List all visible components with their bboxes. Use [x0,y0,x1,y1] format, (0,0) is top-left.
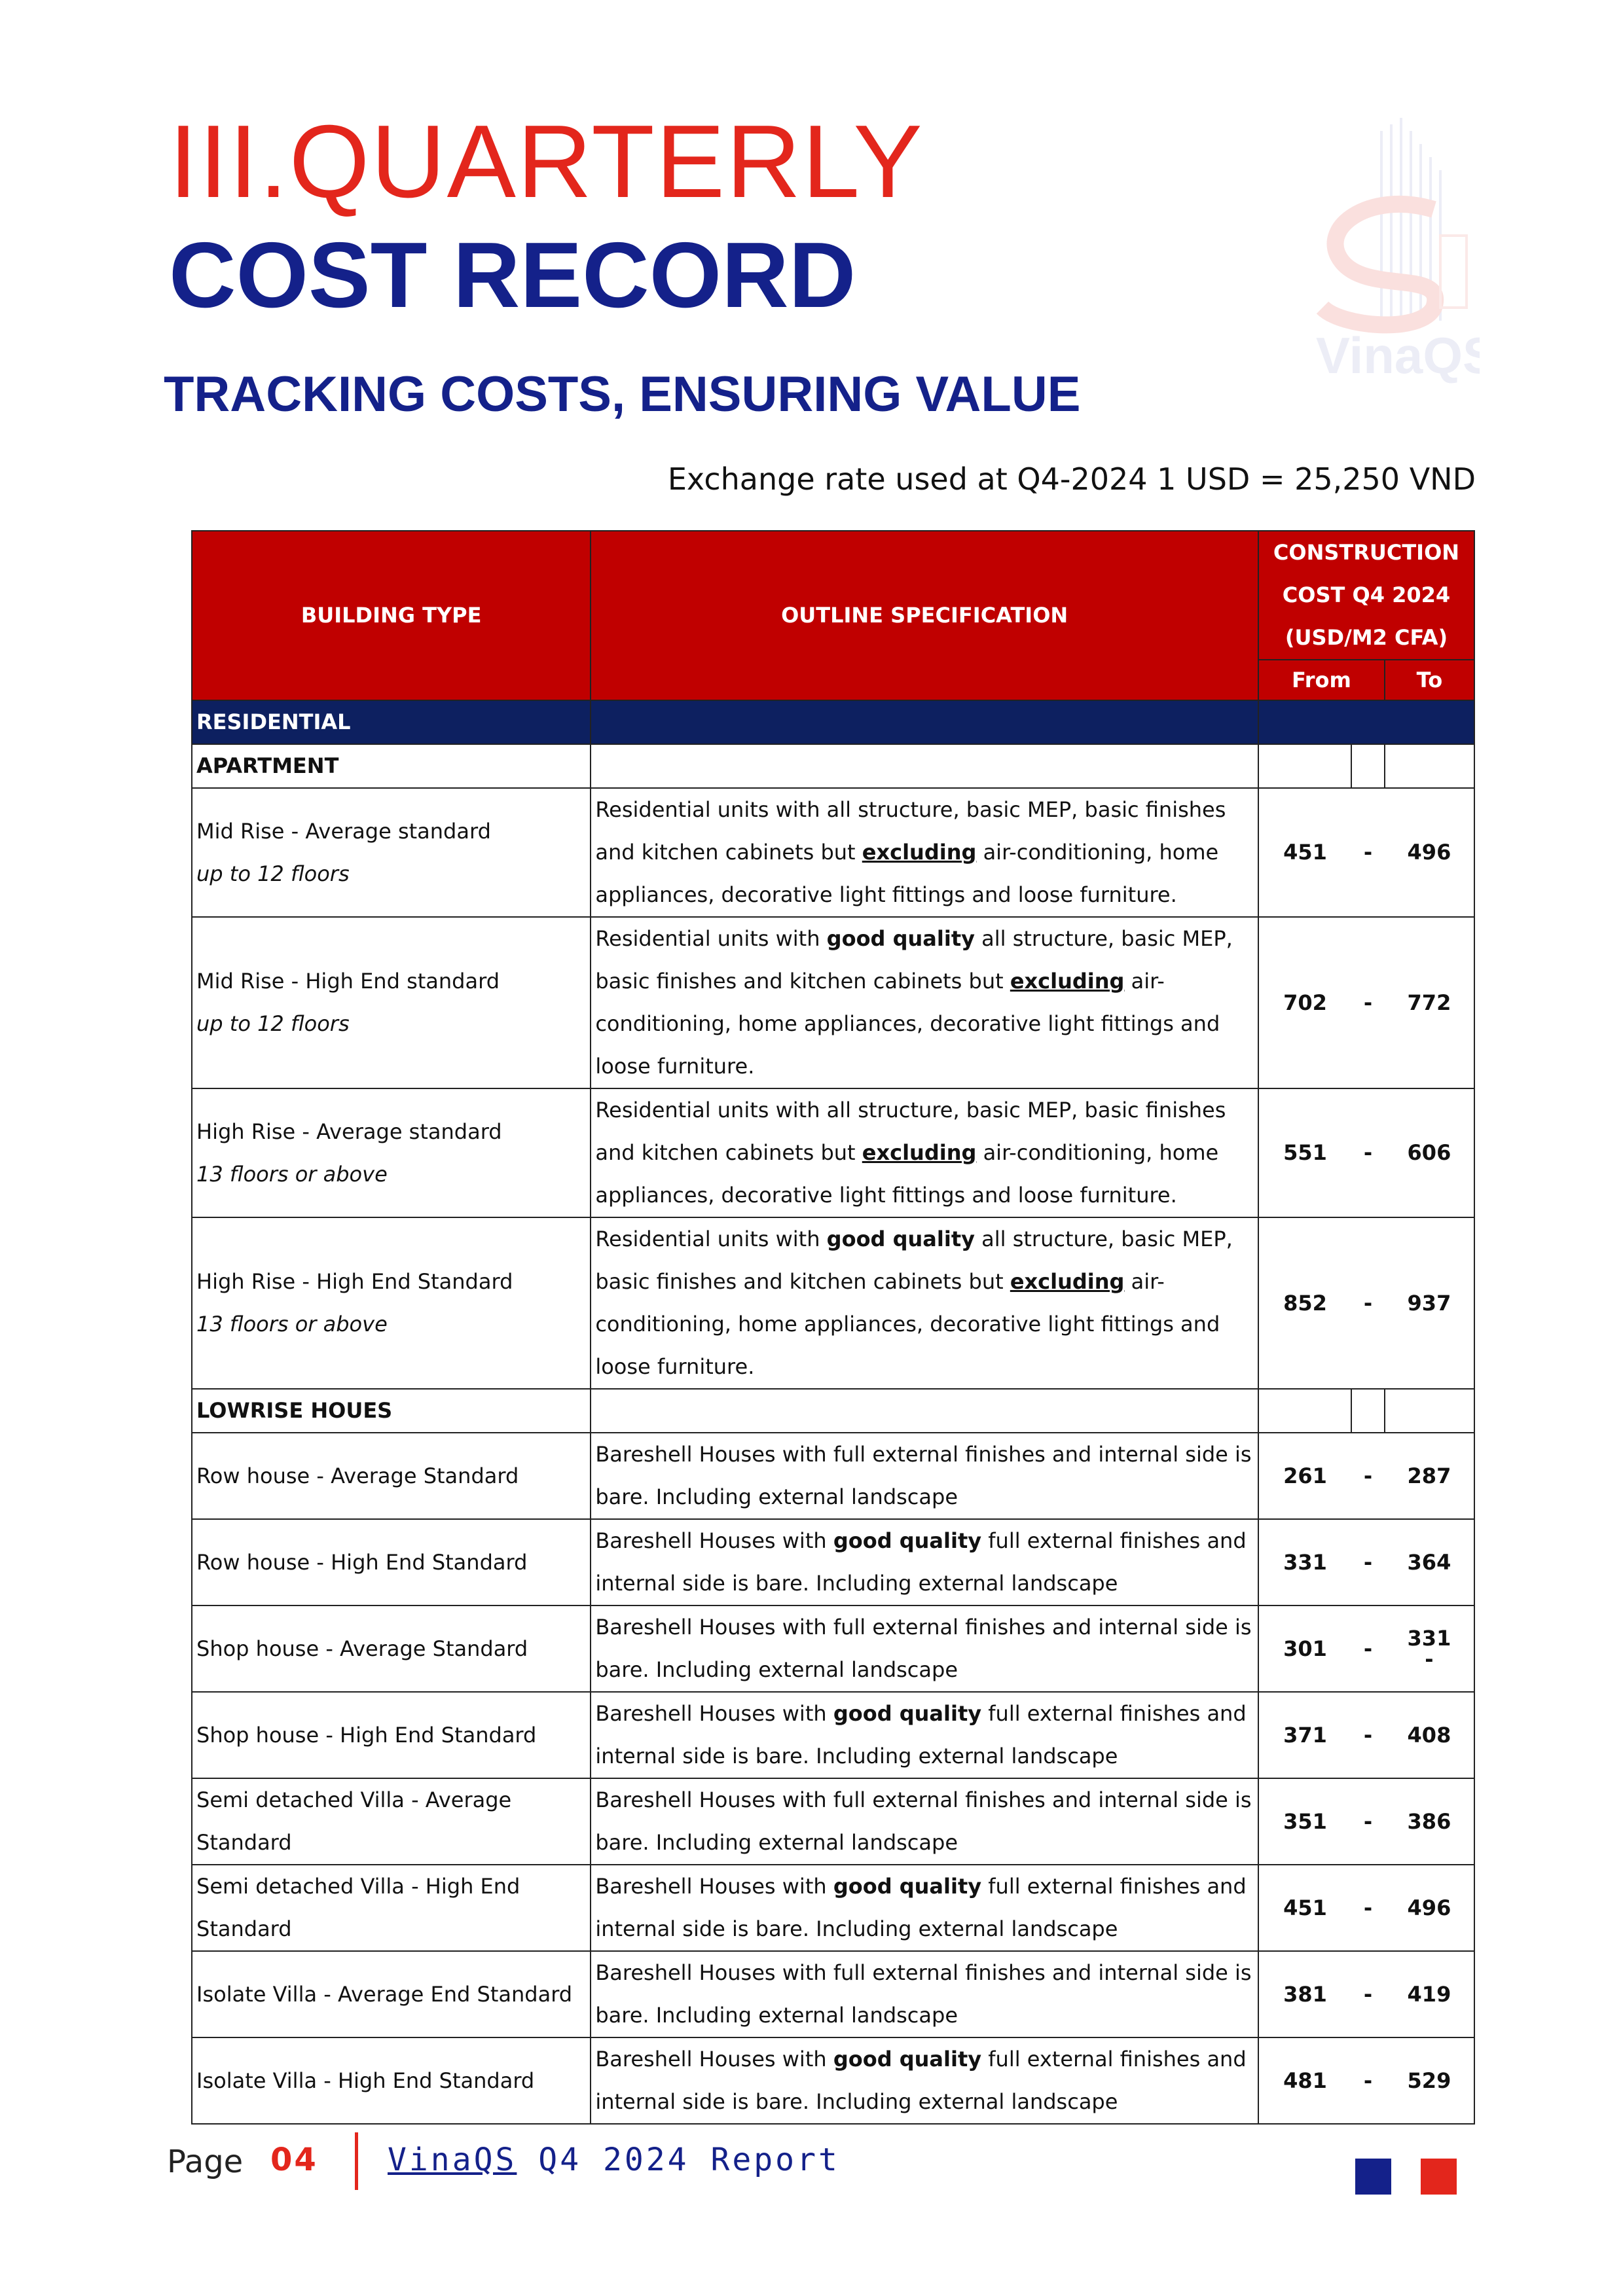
vinaqs-logo [1303,111,1480,393]
building-type: High Rise - High End Standard [196,1269,513,1294]
table-row [192,1865,1474,1951]
cost-dash: - [1351,1088,1385,1217]
cost-to: 419 [1385,1951,1474,2037]
table-header-row [192,531,1474,574]
table-row [192,1778,1474,1865]
table-row [192,1433,1474,1519]
svg-text:VinaQS: VinaQS [1316,327,1480,384]
cost-from: 331 [1258,1519,1351,1605]
outline-spec: Bareshell Houses with full external finishes and internal side is bare. Including external landscape [591,1433,1258,1519]
exchange-rate: Exchange rate used at Q4-2024 1 USD = 25,250 VND [667,461,1476,497]
cost-to: 772 [1385,917,1474,1088]
report-title: VinaQS Q4 2024 Report [388,2142,840,2178]
col-cost-line3: (USD/M2 CFA) [1258,617,1474,660]
outline-spec: Residential units with all structure, basic MEP, basic finishes and kitchen cabinets but excluding air-conditioning, home appliances, decorative light fittings and loose furniture. [591,788,1258,917]
table-row [192,1519,1474,1605]
table-row [192,788,1474,917]
building-type: High Rise - Average standard [196,1119,502,1144]
subtitle: TRACKING COSTS, ENSURING VALUE [164,367,1081,422]
outline-spec: Bareshell Houses with full external finishes and internal side is bare. Including external landscape [591,1778,1258,1865]
outline-spec: Bareshell Houses with good quality full external finishes and internal side is bare. Including external landscape [591,1692,1258,1778]
building-type: Isolate Villa - Average End Standard [192,1951,591,2037]
cost-from: 351 [1258,1778,1351,1865]
cost-from: 481 [1258,2037,1351,2124]
building-type: Isolate Villa - High End Standard [192,2037,591,2124]
cost-to: 386 [1385,1778,1474,1865]
table-row [192,1951,1474,2037]
group-lowrise: LOWRISE HOUES [192,1389,1474,1433]
cost-dash: - [1351,1605,1385,1692]
outline-spec: Bareshell Houses with full external finishes and internal side is bare. Including external landscape [591,1951,1258,2037]
cost-dash: - [1351,1692,1385,1778]
brand-link[interactable]: VinaQS [388,2142,517,2178]
cost-from: 301 [1258,1605,1351,1692]
cost-table [191,530,1475,2125]
title-line1: III.QUARTERLY [169,104,924,219]
cost-from: 702 [1258,917,1351,1088]
building-type: Semi detached Villa - High End Standard [192,1865,591,1951]
cost-dash: - [1351,788,1385,917]
cost-to: 408 [1385,1692,1474,1778]
cost-from: 261 [1258,1433,1351,1519]
building-type: Mid Rise - High End standard [196,969,500,994]
building-type: Row house - High End Standard [192,1519,591,1605]
cost-dash: - [1351,1519,1385,1605]
cost-dash: - [1351,2037,1385,2124]
building-type: Shop house - Average Standard [192,1605,591,1692]
cost-dash: - [1351,1778,1385,1865]
footer-divider [355,2132,358,2190]
red-square-decoration [1421,2159,1457,2195]
outline-spec: Bareshell Houses with good quality full external finishes and internal side is bare. Including external landscape [591,2037,1258,2124]
building-type: Mid Rise - Average standard [196,818,491,844]
col-from: From [1258,660,1385,700]
floor-note: up to 12 floors [196,861,350,886]
cost-from: 551 [1258,1088,1351,1217]
outline-spec: Bareshell Houses with good quality full external finishes and internal side is bare. Including external landscape [591,1865,1258,1951]
table-row [192,2037,1474,2124]
cost-dash: - [1351,1217,1385,1389]
outline-spec: Residential units with good quality all structure, basic MEP, basic finishes and kitchen cabinets but excluding air-conditioning, home appliances, decorative light fittings and loose furniture. [591,1217,1258,1389]
building-type: Semi detached Villa - Average Standard [192,1778,591,1865]
outline-spec: Bareshell Houses with full external finishes and internal side is bare. Including external landscape [591,1605,1258,1692]
floor-note: 13 floors or above [196,1312,388,1336]
cost-dash: - [1351,1951,1385,2037]
building-type: Row house - Average Standard [192,1433,591,1519]
cost-dash: - [1351,1865,1385,1951]
table-row [192,1692,1474,1778]
cost-to: 364 [1385,1519,1474,1605]
outline-spec: Bareshell Houses with good quality full external finishes and internal side is bare. Including external landscape [591,1519,1258,1605]
col-outline-spec: OUTLINE SPECIFICATION [591,531,1258,700]
cost-to: 496 [1385,788,1474,917]
cost-dash: - [1351,917,1385,1088]
col-cost-line2: COST Q4 2024 [1258,574,1474,617]
cost-from: 852 [1258,1217,1351,1389]
cost-to: 606 [1385,1088,1474,1217]
col-to: To [1385,660,1474,700]
floor-note: up to 12 floors [196,1011,350,1036]
cost-to: 331 - [1385,1605,1474,1692]
table-row [192,1217,1474,1389]
cost-to: 287 [1385,1433,1474,1519]
floor-note: 13 floors or above [196,1161,388,1187]
section-residential: RESIDENTIAL [192,700,1474,744]
building-type: Shop house - High End Standard [192,1692,591,1778]
blue-square-decoration [1355,2159,1391,2195]
cost-to: 496 [1385,1865,1474,1951]
cost-from: 371 [1258,1692,1351,1778]
col-building-type: BUILDING TYPE [192,531,591,700]
cost-to: 937 [1385,1217,1474,1389]
group-apartment: APARTMENT [192,744,1474,788]
table-row [192,917,1474,1088]
table-row [192,1605,1474,1692]
page-number: 04 [270,2142,318,2178]
page-label: Page [167,2144,244,2180]
outline-spec: Residential units with all structure, basic MEP, basic finishes and kitchen cabinets but excluding air-conditioning, home appliances, decorative light fittings and loose furniture. [591,1088,1258,1217]
cost-to: 529 [1385,2037,1474,2124]
col-cost-line1: CONSTRUCTION [1258,531,1474,574]
cost-from: 451 [1258,788,1351,917]
table-row [192,1088,1474,1217]
title-line2: COST RECORD [169,223,856,327]
cost-from: 451 [1258,1865,1351,1951]
cost-dash: - [1351,1433,1385,1519]
outline-spec: Residential units with good quality all structure, basic MEP, basic finishes and kitchen cabinets but excluding air-conditioning, home appliances, decorative light fittings and loose furniture. [591,917,1258,1088]
cost-from: 381 [1258,1951,1351,2037]
